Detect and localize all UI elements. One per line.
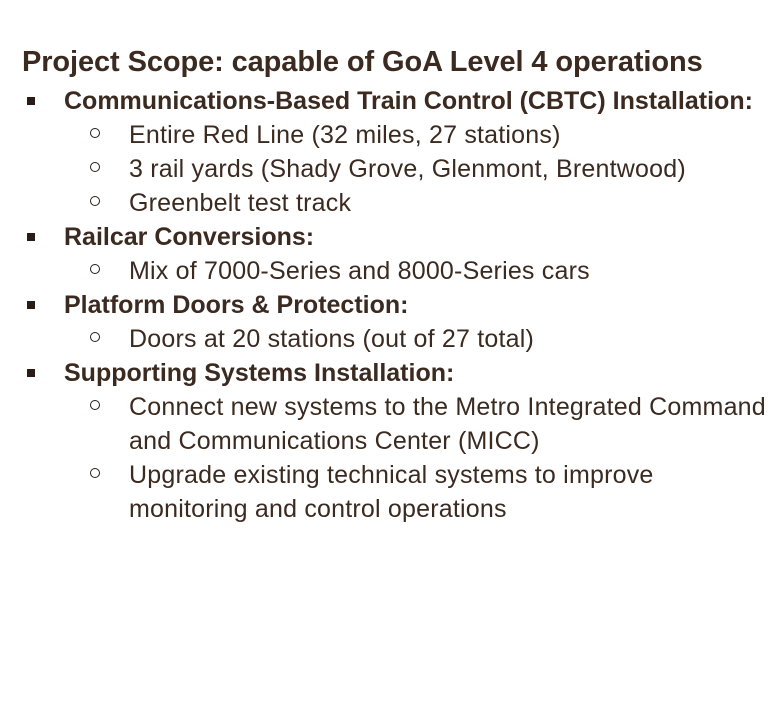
list-item <box>64 152 777 186</box>
list-item-text: Upgrade existing technical systems to improve monitoring and control operations <box>129 461 654 523</box>
sub-list <box>64 254 777 288</box>
section-heading: Communications-Based Train Control (CBTC) Installation: <box>64 87 753 115</box>
list-item-text: Connect new systems to the Metro Integrated Command and Communications Center (MICC) <box>129 393 766 455</box>
scope-section <box>22 356 777 526</box>
scope-list <box>22 84 777 526</box>
list-item <box>64 186 777 220</box>
circle-bullet-icon <box>90 196 100 206</box>
square-bullet-icon <box>27 369 35 377</box>
list-item-text: Mix of 7000-Series and 8000-Series cars <box>129 257 590 285</box>
circle-bullet-icon <box>90 162 100 172</box>
page-title: Project Scope: capable of GoA Level 4 operations <box>22 46 703 78</box>
list-item <box>64 390 777 458</box>
list-item-text: Greenbelt test track <box>129 189 352 217</box>
sub-list <box>64 118 777 220</box>
list-item <box>64 322 777 356</box>
sub-list <box>64 390 777 526</box>
square-bullet-icon <box>27 233 35 241</box>
scope-section <box>22 220 777 288</box>
scope-section <box>22 84 777 220</box>
circle-bullet-icon <box>90 332 100 342</box>
circle-bullet-icon <box>90 128 100 138</box>
square-bullet-icon <box>27 301 35 309</box>
sub-list <box>64 322 777 356</box>
square-bullet-icon <box>27 97 35 105</box>
slide-content <box>22 44 777 526</box>
list-item <box>64 458 777 526</box>
list-item-text: Doors at 20 stations (out of 27 total) <box>129 325 535 353</box>
circle-bullet-icon <box>90 468 100 478</box>
circle-bullet-icon <box>90 400 100 410</box>
list-item <box>64 118 777 152</box>
circle-bullet-icon <box>90 264 100 274</box>
section-heading: Platform Doors & Protection: <box>64 291 409 319</box>
list-item-text: Entire Red Line (32 miles, 27 stations) <box>129 121 561 149</box>
list-item <box>64 254 777 288</box>
section-heading: Supporting Systems Installation: <box>64 359 455 387</box>
list-item-text: 3 rail yards (Shady Grove, Glenmont, Brentwood) <box>129 155 686 183</box>
section-heading: Railcar Conversions: <box>64 223 315 251</box>
scope-section <box>22 288 777 356</box>
